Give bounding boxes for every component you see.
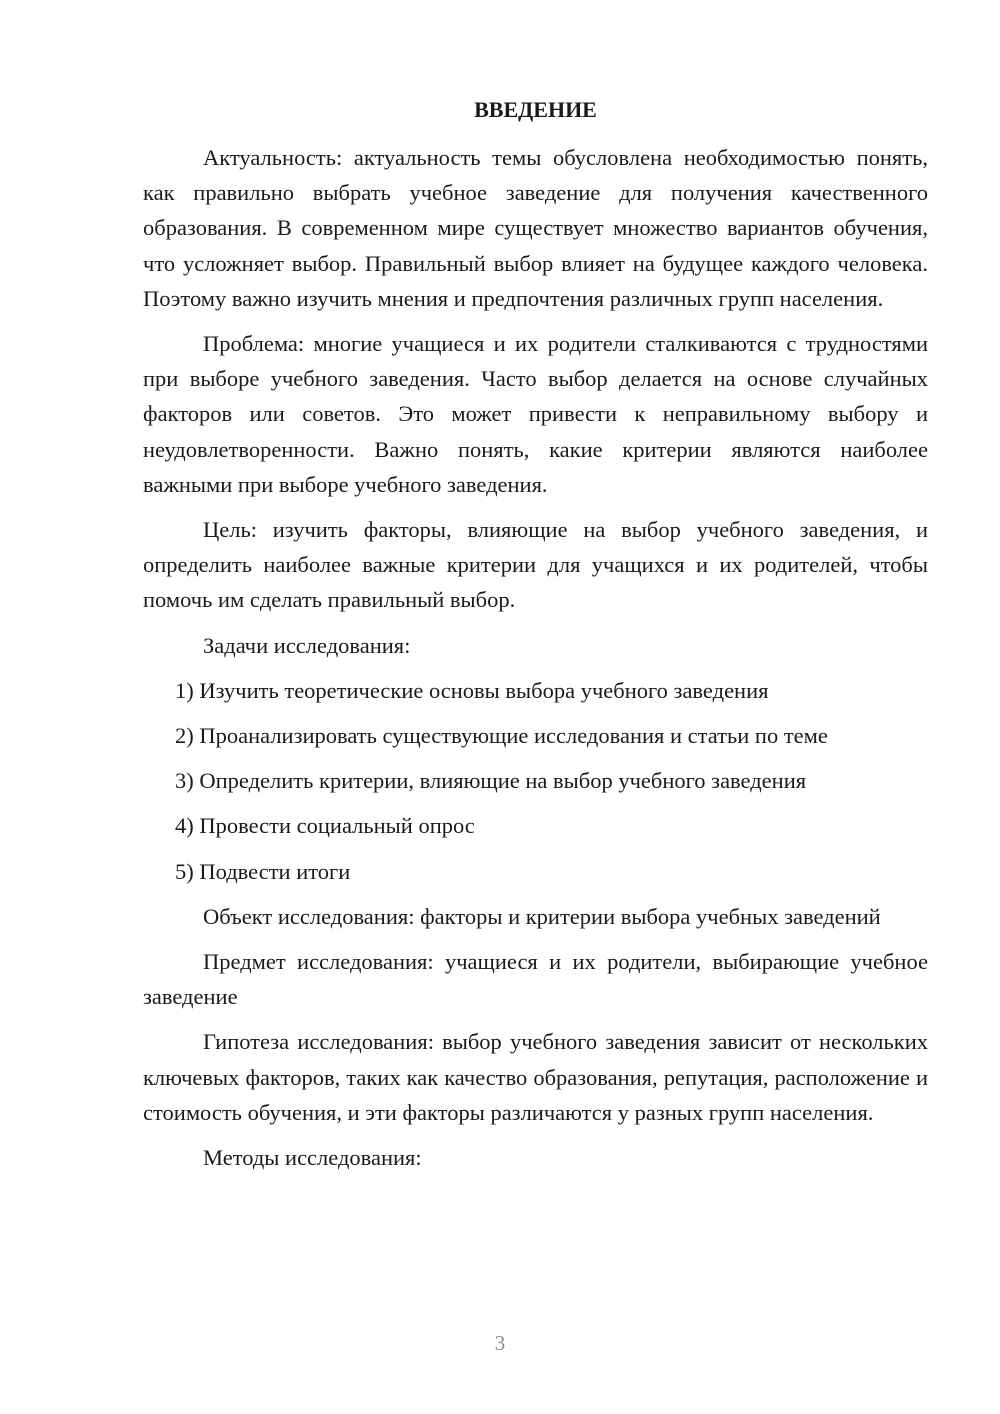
page-content [143,92,928,1185]
goal-paragraph: Цель: изучить факторы, влияющие на выбор учебного заведения, и определить наиболее важные критерии для учащихся и их родителей, чтобы помочь им сделать правильный выбор. [143,517,928,613]
task-item: 4) Провести социальный опрос [175,813,475,839]
hypothesis-paragraph: Гипотеза исследования: выбор учебного заведения зависит от нескольких ключевых факторов, таких как качество образования, репутация, расположение и стоимость обучения, и эти факторы различаются у разных групп населения. [143,1029,928,1125]
page-number: 3 [494,1331,506,1355]
task-item: 1) Изучить теоретические основы выбора учебного заведения [175,677,769,703]
tasks-heading: Задачи исследования: [203,632,411,658]
object-paragraph: Объект исследования: факторы и критерии выбора учебных заведений [203,903,881,929]
task-item: 3) Определить критерии, влияющие на выбор учебного заведения [175,768,807,794]
subject-paragraph: Предмет исследования: учащиеся и их родители, выбирающие учебное заведение [143,949,928,1010]
methods-heading: Методы исследования: [203,1145,422,1171]
page-title: ВВЕДЕНИЕ [474,97,597,122]
relevance-paragraph: Актуальность: актуальность темы обусловлена необходимостью понять, как правильно выбрать учебное заведение для получения качественного образования. В современном мире существует множество вариантов обучения, что усложняет выбор. Правильный выбор влияет на будущее каждого человека. Поэтому важно изучить мнения и предпочтения различных групп населения. [143,145,928,311]
task-item: 5) Подвести итоги [175,858,351,884]
task-item: 2) Проанализировать существующие исследования и статьи по теме [175,723,828,749]
problem-paragraph: Проблема: многие учащиеся и их родители сталкиваются с трудностями при выборе учебного заведения. Часто выбор делается на основе случайных факторов или советов. Это может привести к неправильному выбору и неудовлетворенности. Важно понять, какие критерии являются наиболее важными при выборе учебного заведения. [143,331,928,497]
